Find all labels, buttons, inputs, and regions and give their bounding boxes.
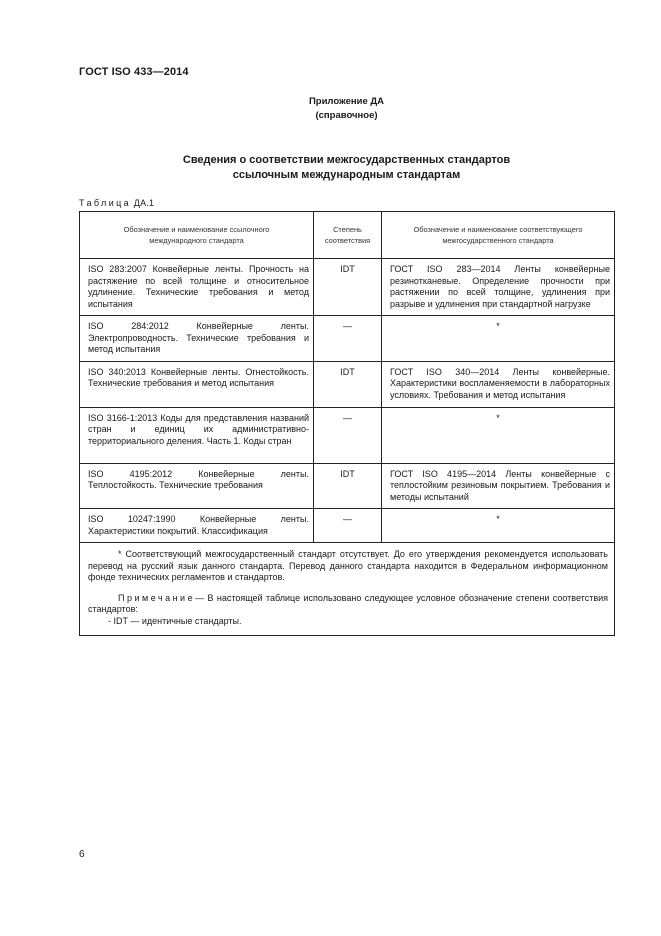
table-footnote-cell — [80, 543, 615, 636]
note-text: — В настоящей таблице использовано следующее условное обозначение степени соответствия стандартов: — [88, 592, 608, 614]
annex-subtitle: (справочное) — [315, 110, 378, 121]
table-row — [80, 509, 615, 543]
header-international-standard: Обозначение и наименование ссылочного международного стандарта — [80, 212, 314, 259]
interstate-standard-cell: * — [382, 316, 615, 362]
table-caption-number: ДА.1 — [133, 198, 155, 208]
degree-cell: IDT — [314, 259, 382, 316]
note-paragraph — [88, 593, 608, 616]
page-number: 6 — [79, 849, 85, 860]
interstate-standard-cell: * — [382, 407, 615, 463]
degree-cell: — — [314, 407, 382, 463]
table-caption — [79, 198, 154, 208]
interstate-standard-cell: ГОСТ ISO 340—2014 Ленты конвейерные. Характеристики воспламеняемости в лабораторных условиях. Требования и метод испытания — [382, 361, 615, 407]
interstate-standard-cell: ГОСТ ISO 4195—2014 Ленты конвейерные с теплостойким резиновым покрытием. Требования и методы испытаний — [382, 463, 615, 509]
footnote-text: * Соответствующий межгосударственный стандарт отсутствует. До его утверждения рекомендуется использовать перевод на русский язык данного стандарта. Перевод данного стандарта находится в Федеральном информационном фонде технических регламентов и стандартов. — [88, 549, 608, 582]
table-footer-row — [80, 543, 615, 636]
international-standard-cell: ISO 284:2012 Конвейерные ленты. Электропроводность. Технические требования и метод испытания — [80, 316, 314, 362]
degree-cell: IDT — [314, 463, 382, 509]
section-title-line-2: ссылочным международным стандартам — [232, 169, 461, 181]
degree-cell: IDT — [314, 361, 382, 407]
correspondence-table — [79, 211, 615, 636]
degree-cell: — — [314, 509, 382, 543]
degree-cell: — — [314, 316, 382, 362]
annex-title: Приложение ДА — [308, 96, 385, 107]
interstate-standard-cell: ГОСТ ISO 283—2014 Ленты конвейерные резинотканевые. Определение прочности при растяжении по всей толщине, удлинения при разрыве и удлинения при стандартной нагрузке — [382, 259, 615, 316]
annex-heading — [79, 95, 614, 123]
table-row — [80, 361, 615, 407]
table-row — [80, 463, 615, 509]
table-row — [80, 407, 615, 463]
table-row — [80, 316, 615, 362]
section-title — [79, 153, 614, 183]
interstate-standard-cell: * — [382, 509, 615, 543]
header-degree-of-correspondence: Степень соответствия — [314, 212, 382, 259]
international-standard-cell: ISO 283:2007 Конвейерные ленты. Прочность на растяжение по всей толщине и относительное удлинение. Технические требования и метод испытания — [80, 259, 314, 316]
international-standard-cell: ISO 10247:1990 Конвейерные ленты. Характеристики покрытий. Классификация — [80, 509, 314, 543]
section-title-line-1: Сведения о соответствии межгосударственных стандартов — [182, 154, 511, 166]
international-standard-cell: ISO 340:2013 Конвейерные ленты. Огнестойкость. Технические требования и метод испытания — [80, 361, 314, 407]
table-row — [80, 259, 615, 316]
table-caption-word: Таблица — [79, 198, 132, 208]
international-standard-cell: ISO 4195:2012 Конвейерные ленты. Теплостойкость. Технические требования — [80, 463, 314, 509]
header-interstate-standard: Обозначение и наименование соответствующего межгосударственного стандарта — [382, 212, 615, 259]
table-header-row — [80, 212, 615, 259]
note-list-item: - IDT — идентичные стандарты. — [108, 615, 242, 626]
note-label: Примечание — [118, 592, 196, 603]
document-code: ГОСТ ISO 433—2014 — [79, 66, 189, 78]
international-standard-cell: ISO 3166-1:2013 Коды для представления названий стран и единиц их административно-территориального деления. Часть 1. Коды стран — [80, 407, 314, 463]
